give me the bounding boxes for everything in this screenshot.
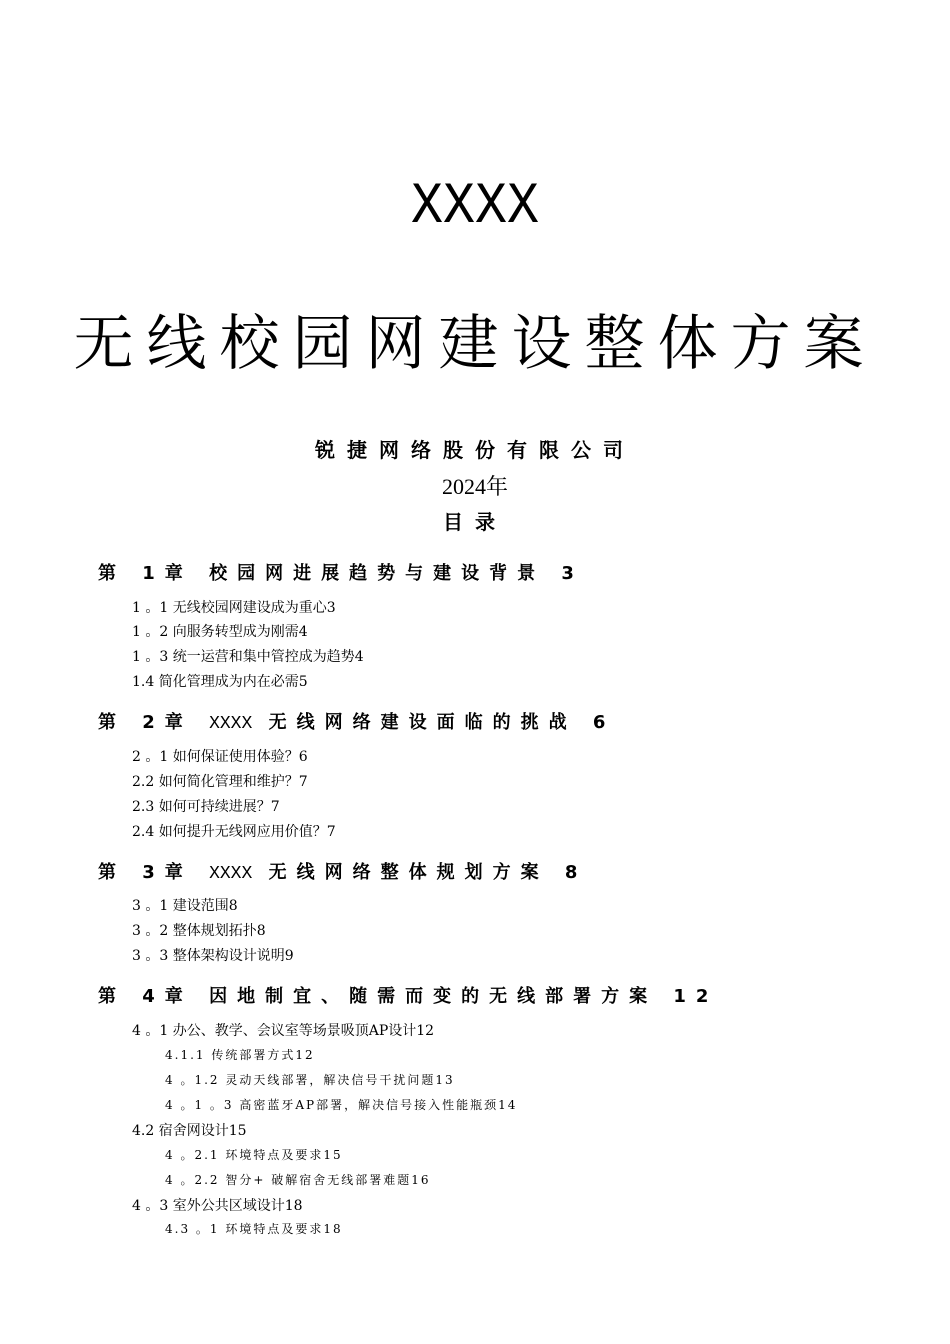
toc-section-1-2[interactable]: 1 。2 向服务转型成为刚需4 (132, 624, 308, 640)
document-year: 2024年 (441, 474, 508, 499)
chapter-xxxx: XXXX (209, 864, 253, 884)
toc-subsection-4-2-2[interactable]: 4 。2.2 智分+ 破解宿舍无线部署难题16 (165, 1173, 431, 1187)
chapter-page: 3 (561, 563, 584, 584)
toc-chapter-3[interactable] (98, 858, 587, 884)
toc-section-3-2[interactable]: 3 。2 整体规划拓扑8 (132, 923, 266, 939)
toc-title: 目录 (443, 510, 507, 534)
toc-section-4-1[interactable]: 4 。1 办公、教学、会议室等场景吸顶AP设计12 (132, 1023, 435, 1039)
chapter-title: 校园网进展趋势与建设背景 (209, 563, 546, 584)
chapter-prefix: 第 2章 (98, 712, 193, 733)
toc-section-2-2[interactable]: 2.2 如何简化管理和维护？7 (132, 774, 308, 790)
toc-subsection-4-1-2[interactable]: 4 。1.2 灵动天线部署，解决信号干扰问题13 (165, 1073, 455, 1087)
toc-chapter-1[interactable] (98, 559, 584, 585)
toc-chapter-2[interactable] (98, 708, 615, 734)
toc-section-1-3[interactable]: 1 。3 统一运营和集中管控成为趋势4 (132, 649, 364, 665)
chapter-prefix: 第 4章 (98, 986, 193, 1007)
chapter-xxxx: XXXX (209, 714, 253, 734)
chapter-title: 因地制宜、随需而变的无线部署方案 (209, 986, 658, 1007)
toc-subsection-4-1-3[interactable]: 4 。1 。3 高密蓝牙AP部署，解决信号接入性能瓶颈14 (165, 1098, 518, 1112)
toc-section-4-3[interactable]: 4 。3 室外公共区域设计18 (132, 1198, 303, 1214)
toc-section-3-1[interactable]: 3 。1 建设范围8 (132, 898, 238, 914)
toc-section-2-3[interactable]: 2.3 如何可持续进展？7 (132, 799, 280, 815)
toc-section-3-3[interactable]: 3 。3 整体架构设计说明9 (132, 948, 294, 964)
chapter-page: 12 (673, 986, 719, 1007)
toc-section-4-2[interactable]: 4.2 宿舍网设计15 (132, 1123, 247, 1139)
toc-subsection-4-1-1[interactable]: 4.1.1 传统部署方式12 (165, 1048, 315, 1062)
toc-section-2-4[interactable]: 2.4 如何提升无线网应用价值？7 (132, 824, 336, 840)
chapter-page: 8 (564, 862, 588, 883)
toc-subsection-4-3-1[interactable]: 4.3 。1 环境特点及要求18 (165, 1222, 343, 1236)
company-name: 锐捷网络股份有限公司 (315, 438, 635, 462)
toc-section-1-1[interactable]: 1 。1 无线校园网建设成为重心3 (132, 600, 336, 616)
document-title-cn: 无线校园网建设整体方案 (73, 309, 877, 379)
document-title-en: XXXX (410, 175, 540, 240)
chapter-title: 无线网络整体规划方案 (268, 862, 549, 883)
toc-chapter-4[interactable] (98, 982, 718, 1008)
toc-section-1-4[interactable]: 1.4 简化管理成为内在必需5 (132, 674, 308, 690)
chapter-prefix: 第 3章 (98, 862, 193, 883)
chapter-prefix: 第 1章 (98, 563, 193, 584)
chapter-page: 6 (592, 712, 616, 733)
toc-section-2-1[interactable]: 2 。1 如何保证使用体验？6 (132, 749, 308, 765)
toc-subsection-4-2-1[interactable]: 4 。2.1 环境特点及要求15 (165, 1148, 343, 1162)
chapter-title: 无线网络建设面临的挑战 (268, 712, 577, 733)
